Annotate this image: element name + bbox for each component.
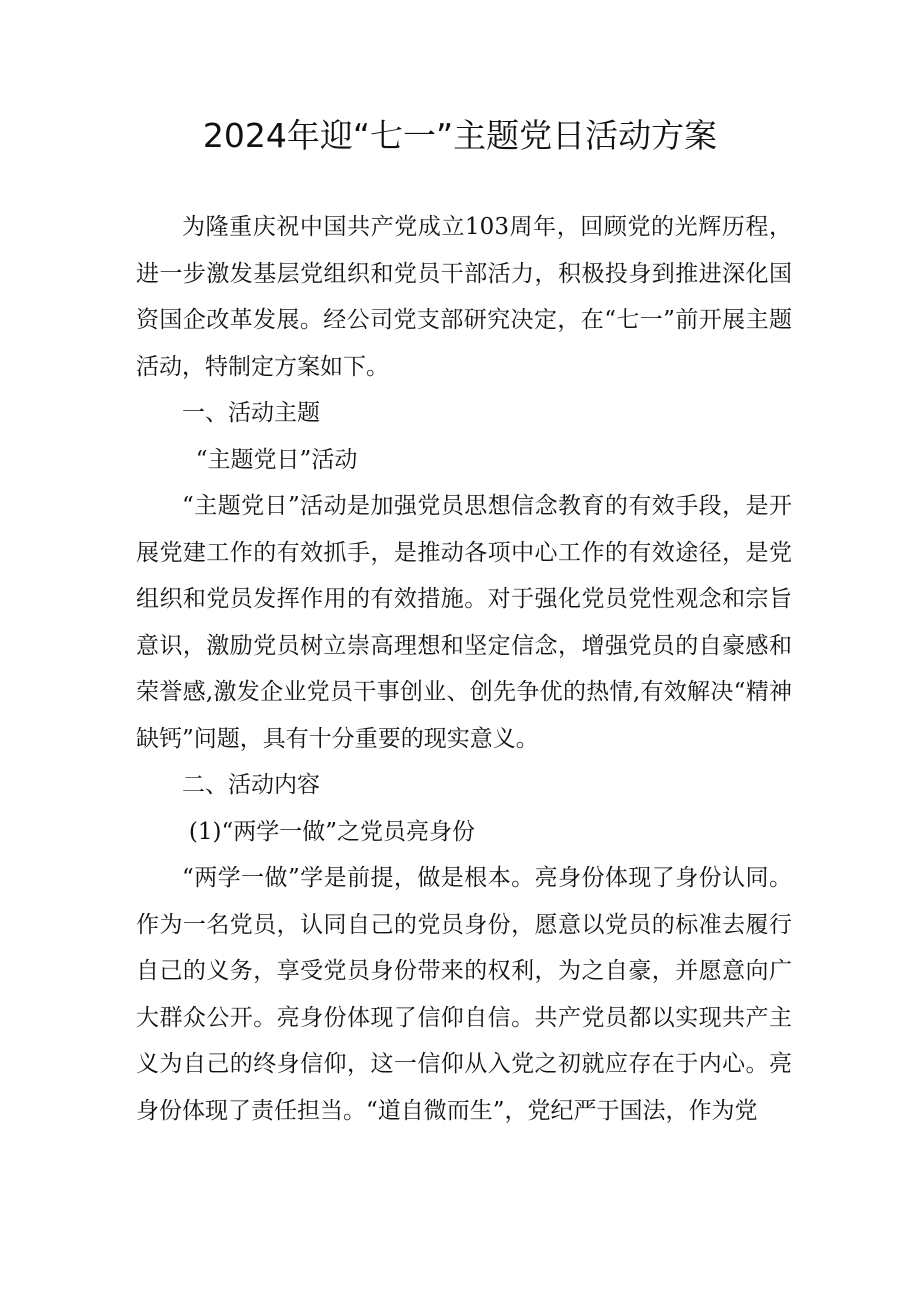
section-heading-theme: 一、活动主题	[182, 400, 320, 426]
subsection-heading-identity: (1)“两学一做”之党员亮身份	[188, 818, 475, 845]
document-body	[136, 204, 792, 1134]
theme-paragraph: “主题党日”活动是加强党员思想信念教育的有效手段，是开展党建工作的有效抓手，是推动各项中心工作的有效途径，是党组织和党员发挥作用的有效措施。对于强化党员党性观念和宗旨意识，激励党员树立崇高理想和坚定信念，增强党员的自豪感和荣誉感,激发企业党员干事创业、创先争优的热情,有效解决“精神缺钙”问题，具有十分重要的现实意义。	[136, 493, 792, 752]
section-heading-content: 二、活动内容	[182, 772, 320, 798]
subsection-heading-party-day: “主题党日”活动	[195, 446, 358, 473]
identity-paragraph: “两学一做”学是前提，做是根本。亮身份体现了身份认同。作为一名党员，认同自己的党员身份，愿意以党员的标准去履行自己的义务，享受党员身份带来的权利，为之自豪，并愿意向广大群众公开。亮身份体现了信仰自信。共产党员都以实现共产主义为自己的终身信仰，这一信仰从入党之初就应存在于内心。亮身份体现了责任担当。“道自微而生”，党纪严于国法，作为党	[136, 865, 792, 1124]
intro-paragraph: 为隆重庆祝中国共产党成立103周年，回顾党的光辉历程，进一步激发基层党组织和党员干部活力，积极投身到推进深化国资国企改革发展。经公司党支部研究决定，在“七一”前开展主题活动，特制定方案如下。	[136, 214, 792, 380]
document-title: 2024年迎“七一”主题党日活动方案	[202, 116, 718, 155]
